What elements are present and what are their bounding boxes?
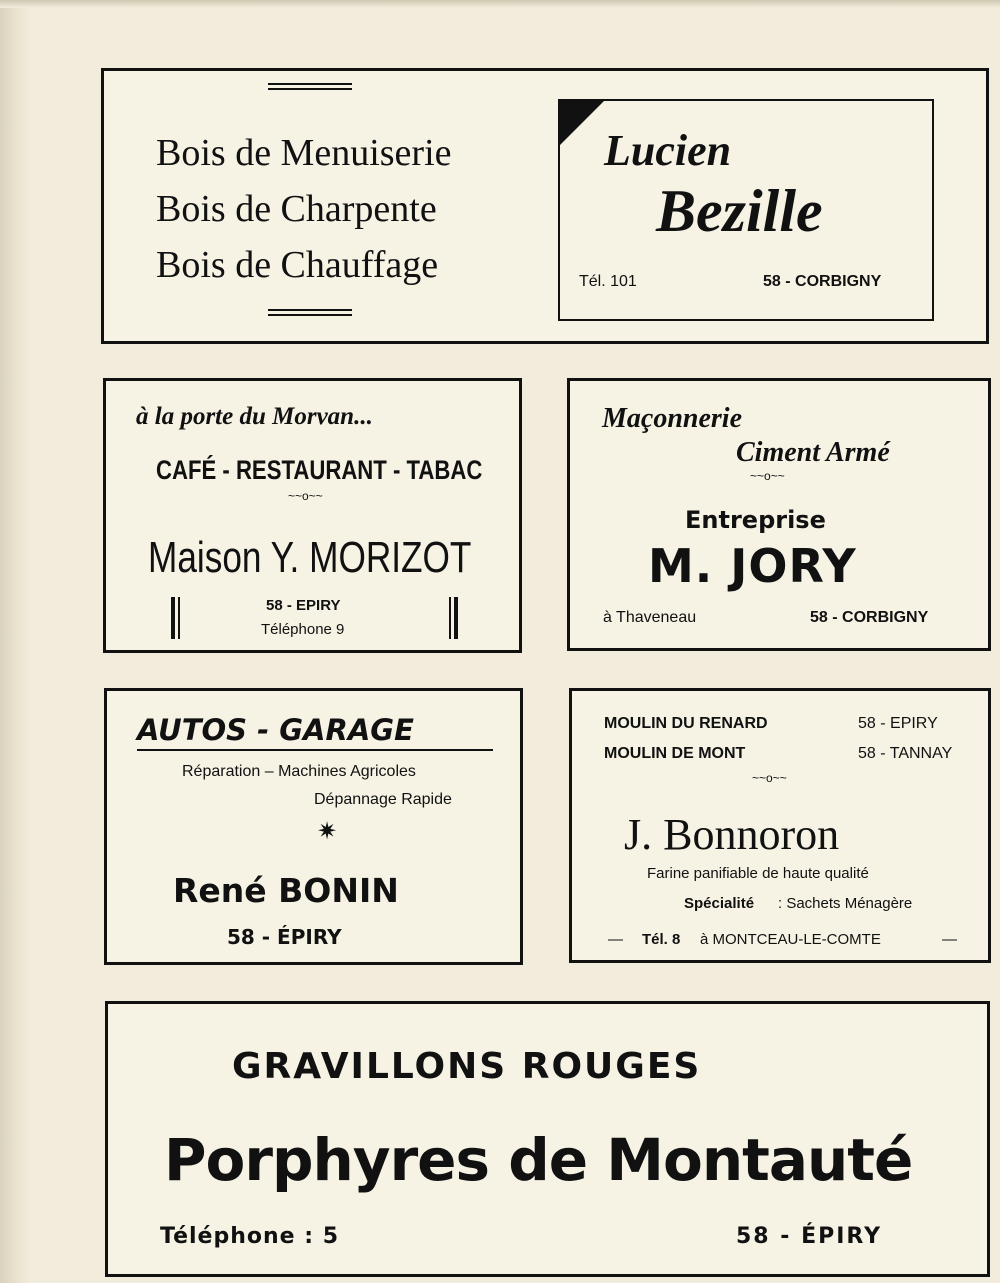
mill-product: Farine panifiable de haute qualité: [647, 865, 869, 882]
gravel-location: 58 - ÉPIRY: [736, 1224, 883, 1249]
ad-masonry-jory: [567, 378, 991, 651]
bar-left-1: [171, 597, 175, 639]
cafe-tagline: à la porte du Morvan...: [136, 403, 373, 430]
masonry-name: M. JORY: [648, 539, 857, 593]
masonry-heading: Entreprise: [685, 506, 826, 534]
ad-garage-bonin: [104, 688, 523, 965]
cafe-ornament: ~~o~~: [288, 489, 323, 503]
garage-star-ornament: ✷: [317, 818, 338, 845]
mill-specialty-value: : Sachets Ménagère: [778, 895, 913, 912]
garage-title: AUTOS - GARAGE: [137, 713, 414, 747]
mill-2-name: MOULIN DE MONT: [604, 745, 746, 762]
mill-contact-dash-right: —: [942, 931, 957, 948]
bezille-last-name: Bezille: [656, 178, 823, 244]
masonry-location: 58 - CORBIGNY: [810, 609, 929, 626]
gravel-name: Porphyres de Montauté: [164, 1126, 913, 1194]
page-top-edge: [0, 0, 1000, 8]
garage-title-underline: [137, 749, 493, 751]
cafe-phone: Téléphone 9: [261, 621, 345, 638]
garage-service-2: Dépannage Rapide: [314, 791, 452, 808]
gravel-title: GRAVILLONS ROUGES: [232, 1046, 702, 1087]
bar-right-2: [454, 597, 458, 639]
masonry-line-2: Ciment Armé: [736, 437, 890, 468]
masonry-ornament: ~~o~~: [750, 469, 785, 483]
bar-left-2: [178, 597, 180, 639]
page-binding-edge: [0, 0, 30, 1283]
cafe-business-type: CAFÉ - RESTAURANT - TABAC: [156, 455, 483, 485]
garage-location: 58 - ÉPIRY: [227, 925, 342, 949]
bezille-first-name: Lucien: [604, 126, 732, 175]
ad-cafe-morizot: [103, 378, 522, 653]
cafe-owner: Maison Y. MORIZOT: [148, 533, 472, 582]
bezille-phone: Tél. 101: [579, 273, 637, 290]
mill-contact-place: à MONTCEAU-LE-COMTE: [700, 931, 881, 948]
garage-service-1: Réparation – Machines Agricoles: [182, 763, 416, 780]
double-rule-bottom: [268, 309, 352, 316]
garage-owner: René BONIN: [173, 871, 399, 910]
masonry-line-1: Maçonnerie: [602, 403, 742, 434]
double-rule-top: [268, 83, 352, 90]
bar-right-1: [449, 597, 451, 639]
mill-specialty-label: Spécialité: [684, 895, 755, 912]
mill-1-location: 58 - EPIRY: [858, 715, 938, 732]
bezille-location: 58 - CORBIGNY: [763, 273, 882, 290]
lumber-line-1: Bois de Menuiserie: [156, 132, 452, 174]
mill-owner: J. Bonnoron: [624, 810, 840, 859]
mill-contact-dash-left: —: [608, 931, 623, 948]
mill-ornament: ~~o~~: [752, 771, 787, 785]
gravel-phone: Téléphone : 5: [160, 1224, 339, 1249]
mill-contact-phone: Tél. 8: [642, 931, 681, 948]
ad-mill-bonnoron: [569, 688, 991, 963]
cafe-location: 58 - EPIRY: [266, 597, 341, 614]
ad-gravel-montaute: [105, 1001, 990, 1277]
masonry-place: à Thaveneau: [603, 609, 697, 626]
lumber-line-2: Bois de Charpente: [156, 188, 437, 230]
corner-triangle-ornament: [558, 99, 606, 147]
ad-lucien-bezille: [101, 68, 989, 344]
mill-1-name: MOULIN DU RENARD: [604, 715, 768, 732]
lumber-line-3: Bois de Chauffage: [156, 244, 439, 286]
mill-2-location: 58 - TANNAY: [858, 745, 953, 762]
